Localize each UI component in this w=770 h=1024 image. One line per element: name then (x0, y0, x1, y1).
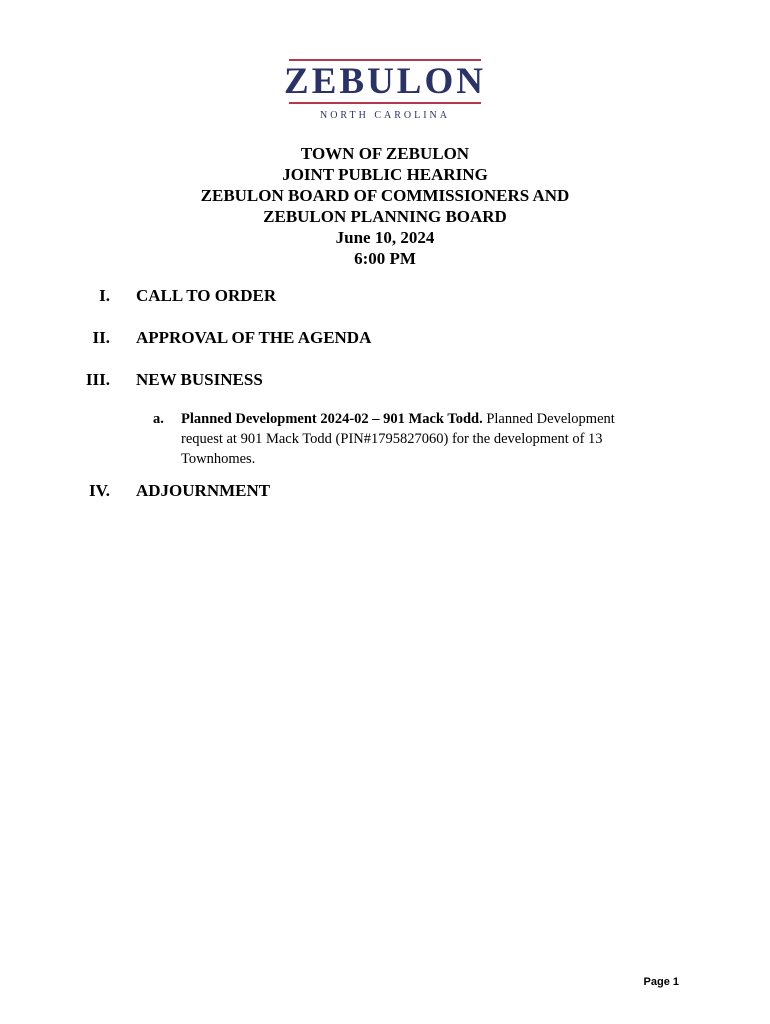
sub-item-body (181, 409, 661, 469)
sub-item-line-1 (181, 409, 661, 429)
sub-item-title: Planned Development 2024-02 – 901 Mack Todd. (181, 411, 483, 427)
agenda-item-label: APPROVAL OF THE AGENDA (136, 328, 372, 347)
heading-meeting-type: JOINT PUBLIC HEARING (282, 165, 488, 184)
sub-item-line-2: request at 901 Mack Todd (PIN#1795827060) for the development of 13 (181, 431, 603, 447)
heading-time: 6:00 PM (354, 249, 416, 268)
agenda-item-label: NEW BUSINESS (136, 370, 263, 389)
agenda-item-number: I. (99, 286, 110, 305)
document-heading (0, 143, 770, 269)
agenda-item-label: CALL TO ORDER (136, 286, 277, 305)
agenda-item-label: ADJOURNMENT (136, 481, 271, 500)
sub-item-line-3: Townhomes. (181, 451, 256, 467)
sub-item-line-1-rest: Planned Development (482, 411, 615, 427)
logo-bottom-rule (289, 102, 481, 104)
heading-board-2: ZEBULON PLANNING BOARD (263, 207, 507, 226)
agenda-item-number: III. (85, 370, 110, 389)
heading-date: June 10, 2024 (335, 228, 435, 247)
sub-item-letter: a. (153, 411, 164, 427)
agenda-item-number: IV. (89, 481, 110, 500)
logo-state: NORTH CAROLINA (319, 110, 450, 121)
heading-board-1: ZEBULON BOARD OF COMMISSIONERS AND (200, 186, 570, 205)
heading-town: TOWN OF ZEBULON (300, 144, 470, 163)
agenda-item-number: II. (92, 328, 110, 347)
page-number: Page 1 (643, 976, 679, 988)
logo-wordmark: ZEBULON (284, 61, 486, 102)
